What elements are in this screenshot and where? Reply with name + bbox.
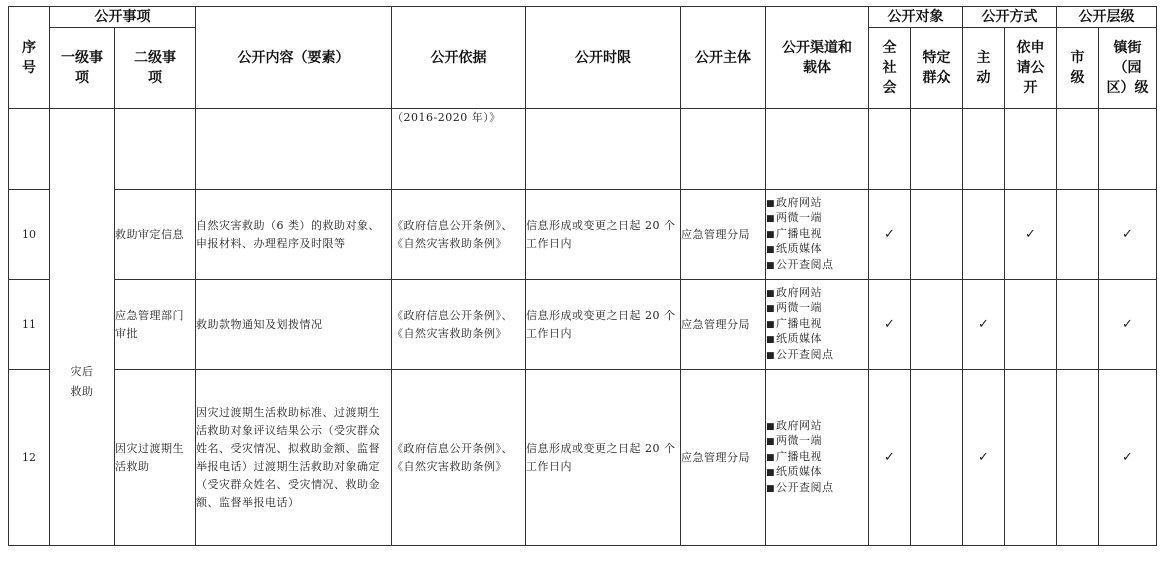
header-method-request [1005, 28, 1057, 109]
channel-label: 纸质媒体 [776, 465, 823, 479]
check-mark-icon: ✓ [963, 280, 1005, 370]
cell-time-limit: 信息形成或变更之日起 20 个工作日内 [526, 190, 681, 280]
black-square-icon: ■ [766, 260, 776, 271]
header-method-group: 公开方式 [963, 7, 1057, 28]
header-channel [766, 7, 869, 109]
header-method-active-text: 主 动 [976, 50, 991, 86]
cell-seq-empty [9, 109, 50, 190]
cell-seq: 12 [9, 370, 50, 546]
cell-channels [766, 280, 869, 370]
cell-subject: 应急管理分局 [681, 190, 766, 280]
channel-item [766, 227, 868, 243]
channel-label: 两微一端 [776, 211, 823, 225]
channel-label: 政府网站 [776, 285, 823, 299]
header-audience-all [869, 28, 911, 109]
header-level2 [115, 28, 196, 109]
cell-audience-specific [911, 280, 963, 370]
channel-label: 公开查阅点 [776, 257, 834, 271]
cell-content: 自然灾害救助（6 类）的救助对象、申报材料、办理程序及时限等 [196, 190, 392, 280]
check-mark-icon: ✓ [1099, 280, 1157, 370]
header-level-town-text: 镇街 （园 区）级 [1106, 40, 1149, 96]
channel-item [766, 286, 868, 302]
channel-item [766, 450, 868, 466]
cell-level-city [1057, 190, 1099, 280]
check-mark-icon: ✓ [869, 370, 911, 546]
cell-level2: 应急管理部门审批 [115, 280, 196, 370]
header-level-group: 公开层级 [1057, 7, 1157, 28]
channel-item [766, 317, 868, 333]
header-audience-specific-text: 特定 群众 [922, 50, 951, 86]
black-square-icon: ■ [766, 350, 776, 361]
black-square-icon: ■ [766, 304, 776, 315]
cell-method-active [963, 190, 1005, 280]
cell-channel-empty [766, 109, 869, 190]
cell-level1-item [50, 109, 115, 546]
channel-item [766, 196, 868, 212]
header-audience-specific [911, 28, 963, 109]
black-square-icon: ■ [766, 421, 776, 432]
check-mark-icon: ✓ [869, 190, 911, 280]
cell-level2-empty [115, 109, 196, 190]
cell-level2: 因灾过渡期生活救助 [115, 370, 196, 546]
table-row [9, 280, 1157, 370]
black-square-icon: ■ [766, 319, 776, 330]
cell-content: 救助款物通知及划拨情况 [196, 280, 392, 370]
cell-audience-specific [911, 190, 963, 280]
channel-label: 纸质媒体 [776, 242, 823, 256]
channel-label: 政府网站 [776, 195, 823, 209]
check-mark-icon: ✓ [869, 280, 911, 370]
cell-time-empty [526, 109, 681, 190]
header-subject: 公开主体 [681, 7, 766, 109]
channel-label: 纸质媒体 [776, 332, 823, 346]
cell-subject-empty [681, 109, 766, 190]
black-square-icon: ■ [766, 229, 776, 240]
header-seq [9, 7, 50, 109]
channel-item [766, 301, 868, 317]
channel-item [766, 242, 868, 258]
channel-label: 公开查阅点 [776, 347, 834, 361]
cell-empty [869, 109, 911, 190]
cell-channels [766, 190, 869, 280]
header-level-city [1057, 28, 1099, 109]
table-row-continuation [9, 109, 1157, 190]
header-level-city-text: 市 级 [1070, 50, 1085, 86]
cell-time-limit: 信息形成或变更之日起 20 个工作日内 [526, 370, 681, 546]
channel-label: 广播电视 [776, 316, 823, 330]
channel-label: 两微一端 [776, 301, 823, 315]
header-audience-all-text: 全 社 会 [882, 40, 897, 96]
cell-empty [1005, 109, 1057, 190]
cell-level2: 救助审定信息 [115, 190, 196, 280]
check-mark-icon: ✓ [1099, 370, 1157, 546]
check-mark-icon: ✓ [963, 370, 1005, 546]
header-level1 [50, 28, 115, 109]
cell-empty [1057, 109, 1099, 190]
black-square-icon: ■ [766, 245, 776, 256]
cell-content-empty [196, 109, 392, 190]
channel-item [766, 465, 868, 481]
black-square-icon: ■ [766, 214, 776, 225]
channel-item [766, 211, 868, 227]
header-audience-group: 公开对象 [869, 7, 963, 28]
cell-level-city [1057, 370, 1099, 546]
cell-method-request [1005, 280, 1057, 370]
cell-method-request [1005, 370, 1057, 546]
header-method-request-text: 依申 请公 开 [1016, 40, 1045, 96]
cell-basis: 《政府信息公开条例》、《自然灾害救助条例》 [392, 370, 526, 546]
cell-basis: 《政府信息公开条例》、《自然灾害救助条例》 [392, 280, 526, 370]
header-content: 公开内容（要素） [196, 7, 392, 109]
cell-channels [766, 370, 869, 546]
channel-item [766, 419, 868, 435]
channel-label: 广播电视 [776, 226, 823, 240]
black-square-icon: ■ [766, 483, 776, 494]
channel-label: 公开查阅点 [776, 480, 834, 494]
cell-subject: 应急管理分局 [681, 280, 766, 370]
channel-item [766, 348, 868, 364]
cell-level-city [1057, 280, 1099, 370]
header-level1-text: 一级事 项 [61, 50, 103, 86]
disclosure-table [8, 6, 1157, 546]
header-channel-text: 公开渠道和 载体 [782, 39, 852, 76]
header-seq-text: 序 号 [22, 39, 36, 76]
channel-label: 两微一端 [776, 434, 823, 448]
cell-seq: 11 [9, 280, 50, 370]
black-square-icon: ■ [766, 437, 776, 448]
channel-item [766, 258, 868, 274]
table-row [9, 190, 1157, 280]
header-level-town [1099, 28, 1157, 109]
table-row [9, 370, 1157, 546]
black-square-icon: ■ [766, 468, 776, 479]
channel-label: 广播电视 [776, 449, 823, 463]
cell-time-limit: 信息形成或变更之日起 20 个工作日内 [526, 280, 681, 370]
cell-content: 因灾过渡期生活救助标准、过渡期生活救助对象评议结果公示（受灾群众姓名、受灾情况、拟救助金额、监督举报电话）过渡期生活救助对象确定（受灾群众姓名、受灾情况、救助金额、监督举报电话） [196, 370, 392, 546]
cell-empty [911, 109, 963, 190]
channel-item [766, 481, 868, 497]
channel-item [766, 332, 868, 348]
cell-audience-specific [911, 370, 963, 546]
cell-seq: 10 [9, 190, 50, 280]
black-square-icon: ■ [766, 335, 776, 346]
channel-label: 政府网站 [776, 418, 823, 432]
level1-item-text: 灾后 救助 [70, 365, 94, 398]
header-time-limit: 公开时限 [526, 7, 681, 109]
black-square-icon: ■ [766, 452, 776, 463]
black-square-icon: ■ [766, 198, 776, 209]
cell-subject: 应急管理分局 [681, 370, 766, 546]
cell-empty [1099, 109, 1157, 190]
header-matter-group: 公开事项 [50, 7, 196, 28]
channel-item [766, 434, 868, 450]
header-method-active [963, 28, 1005, 109]
black-square-icon: ■ [766, 288, 776, 299]
cell-basis-continuation: （2016-2020 年）》 [392, 109, 526, 190]
header-basis: 公开依据 [392, 7, 526, 109]
check-mark-icon: ✓ [1099, 190, 1157, 280]
check-mark-icon: ✓ [1005, 190, 1057, 280]
header-level2-text: 二级事 项 [134, 50, 176, 86]
cell-basis: 《政府信息公开条例》、《自然灾害救助条例》 [392, 190, 526, 280]
cell-empty [963, 109, 1005, 190]
